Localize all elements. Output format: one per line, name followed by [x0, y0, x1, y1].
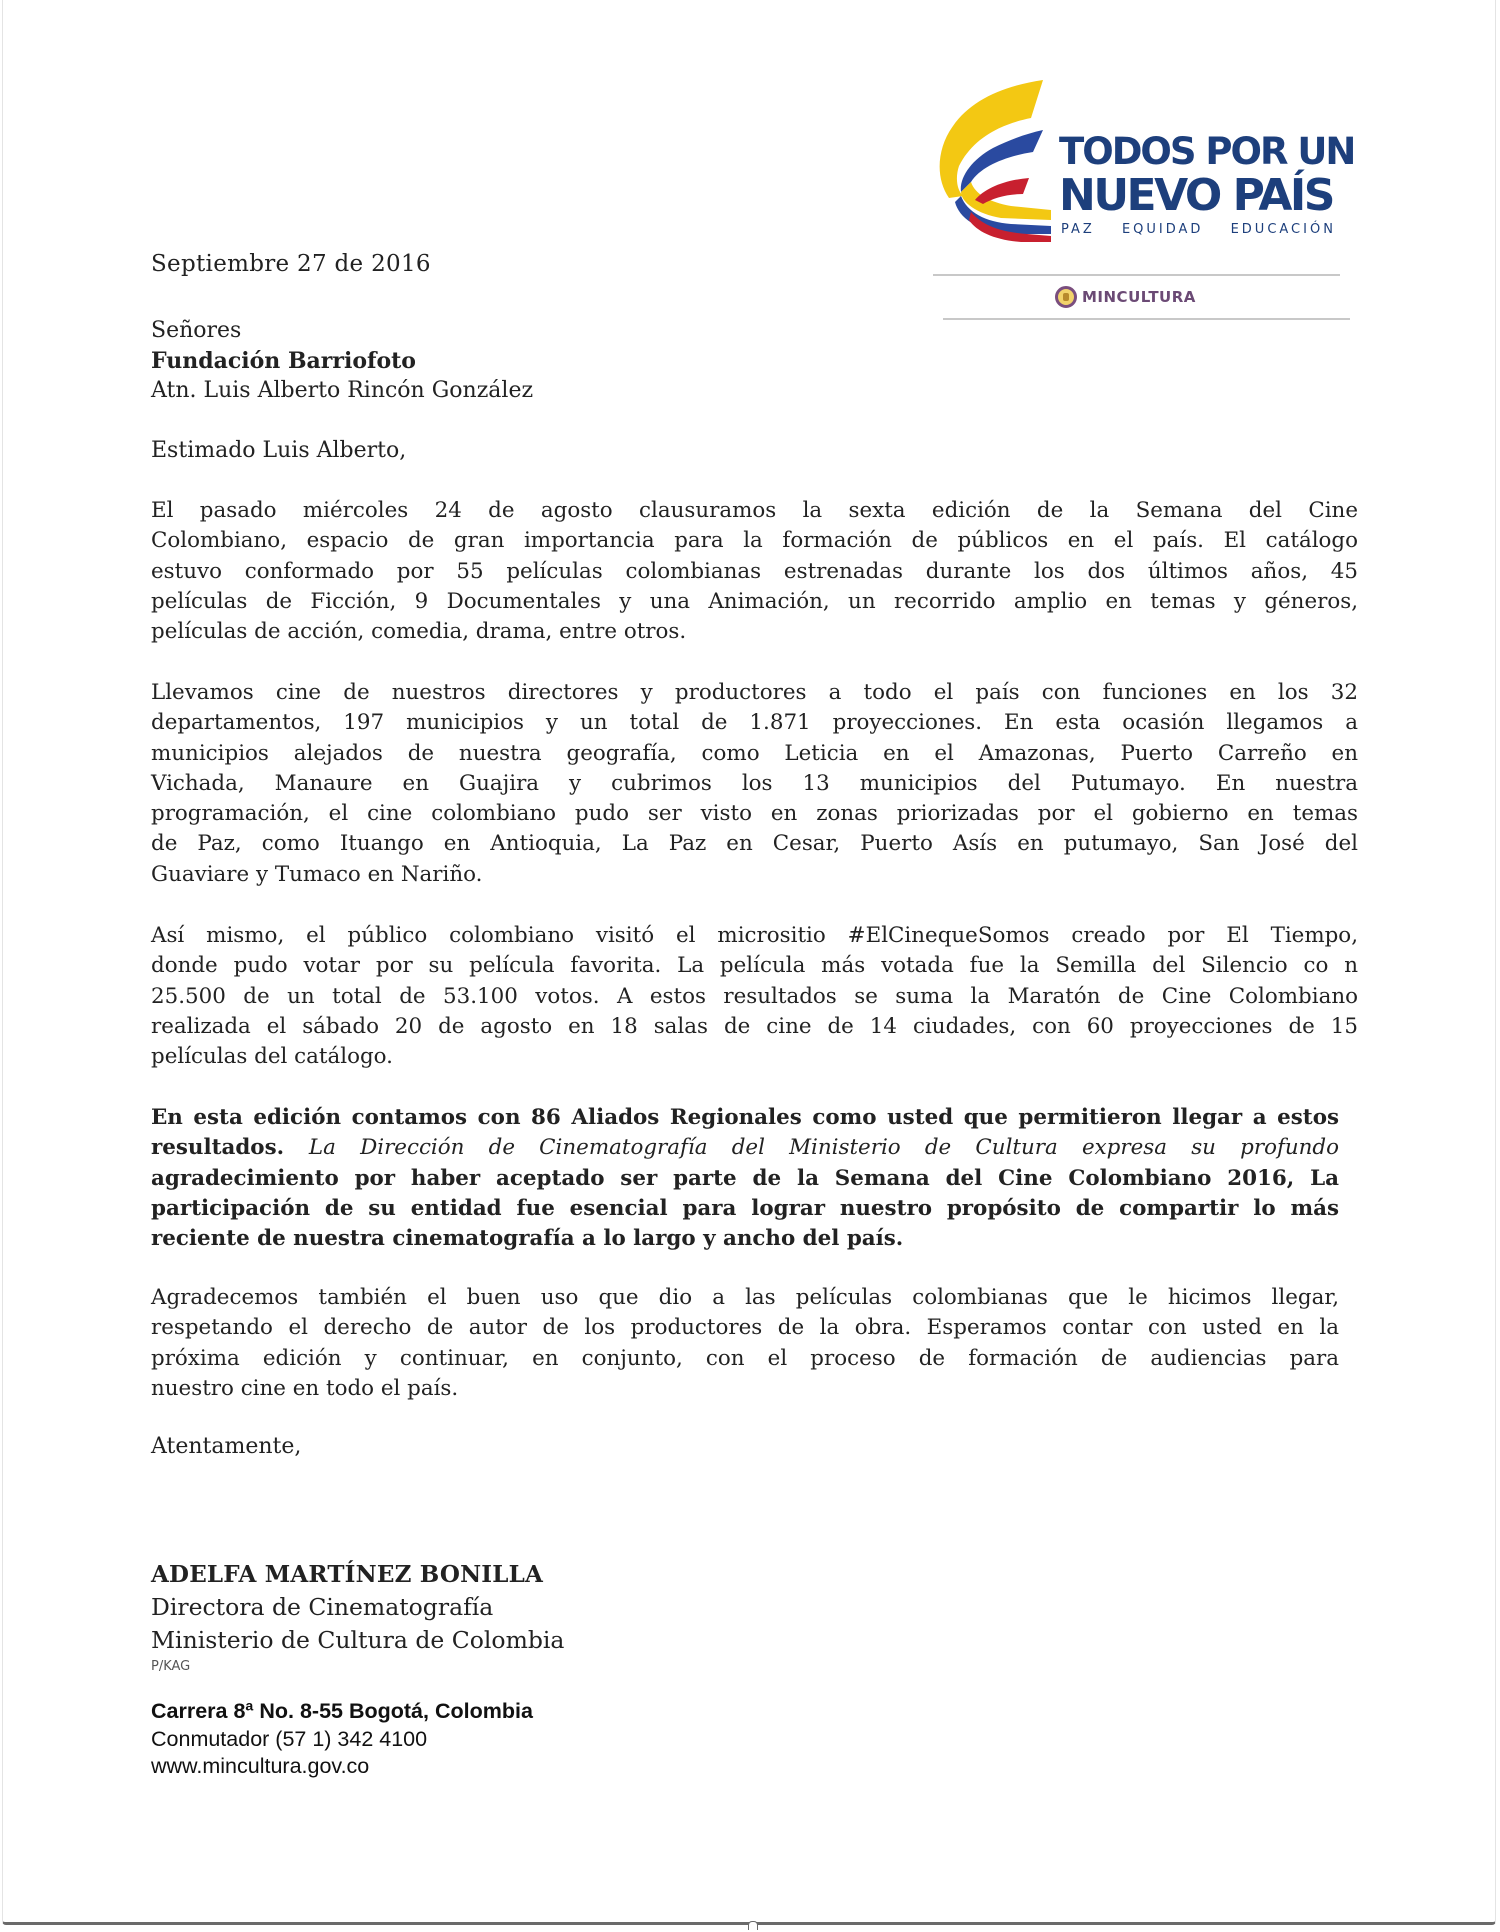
signatory-name: ADELFA MARTÍNEZ BONILLA [151, 1561, 544, 1588]
paragraph-line: agradecimiento por haber aceptado ser parte de la Semana del Cine Colombiano 2016, La [151, 1165, 1339, 1191]
reference-initials: P/KAG [151, 1659, 191, 1674]
paragraph-line: estuvo conformado por 55 películas colombianas estrenadas durante los dos últimos años, 45 [151, 558, 1358, 584]
paragraph-line-italic: La Dirección de Cinematografía del Ministerio de Cultura expresa su profundo [308, 1135, 1339, 1161]
pillar-educacion: EDUCACIÓN [1230, 222, 1336, 237]
footer-phone: Conmutador (57 1) 342 4100 [151, 1727, 428, 1751]
letter-date: Septiembre 27 de 2016 [151, 251, 431, 277]
paragraph-line: participación de su entidad fue esencial para lograr nuestro propósito de compartir lo más [151, 1195, 1339, 1221]
coat-of-arms-icon [1055, 286, 1077, 308]
page-bottom-notch [748, 1921, 758, 1930]
paragraph-line: Vichada, Manaure en Guajira y cubrimos los 13 municipios del Putumayo. En nuestra [151, 770, 1358, 796]
pillar-paz: PAZ [1061, 222, 1095, 237]
paragraph-line: respetando el derecho de autor de los productores de la obra. Esperamos contar con usted en la [151, 1315, 1339, 1341]
paragraph-2 [151, 678, 1358, 890]
footer-address: Carrera 8ª No. 8-55 Bogotá, Colombia [151, 1699, 533, 1723]
ministry-name: MINCULTURA [1082, 288, 1196, 306]
pillar-equidad: EQUIDAD [1121, 222, 1204, 237]
paragraph-line: departamentos, 197 municipios y un total de 1.871 proyecciones. En esta ocasión llegamos a [151, 710, 1358, 736]
paragraph-line: 25.500 de un total de 53.100 votos. A estos resultados se suma la Maratón de Cine Colombiano [151, 983, 1358, 1009]
paragraph-3 [151, 921, 1358, 1072]
slogan-pillars [1061, 222, 1336, 237]
paragraph-line-start: resultados. [151, 1135, 285, 1161]
paragraph-line: nuestro cine en todo el país. [151, 1375, 459, 1401]
paragraph-line [151, 1133, 1339, 1163]
paragraph-line: realizada el sábado 20 de agosto en 18 salas de cine de 14 ciudades, con 60 proyecciones de 15 [151, 1013, 1358, 1039]
paragraph-line: En esta edición contamos con 86 Aliados Regionales como usted que permitieron llegar a estos [151, 1105, 1339, 1130]
paragraph-line: donde pudo votar por su película favorita. La película más votada fue la Semilla del Silencio co n [151, 953, 1358, 979]
paragraph-line: programación, el cine colombiano pudo ser visto en zonas priorizadas por el gobierno en temas [151, 801, 1358, 827]
paragraph-line: películas de acción, comedia, drama, entre otros. [151, 619, 687, 645]
paragraph-line: de Paz, como Ituango en Antioquia, La Paz en Cesar, Puerto Asís en putumayo, San José del [151, 831, 1358, 857]
paragraph-line: Colombiano, espacio de gran importancia para la formación de públicos en el país. El catálogo [151, 528, 1358, 554]
paragraph-line: El pasado miércoles 24 de agosto clausuramos la sexta edición de la Semana del Cine [151, 498, 1358, 523]
paragraph-5 [151, 1283, 1339, 1404]
letterhead-logo [931, 78, 1355, 328]
paragraph-line: reciente de nuestra cinematografía a lo largo y ancho del país. [151, 1226, 904, 1252]
ministry-badge [1055, 286, 1196, 308]
paragraph-line: películas del catálogo. [151, 1044, 393, 1070]
letter-page [2, 0, 1496, 1925]
paragraph-line: Guaviare y Tumaco en Nariño. [151, 861, 483, 887]
recipient-attention: Atn. Luis Alberto Rincón González [151, 378, 534, 403]
paragraph-line: Agradecemos también el buen uso que dio a las películas colombianas que le hicimos llegar, [151, 1285, 1339, 1310]
slogan-line-2: NUEVO PAÍS [1059, 170, 1333, 221]
recipient-salutation: Señores [151, 318, 242, 343]
paragraph-line: municipios alejados de nuestra geografía, como Leticia en el Amazonas, Puerto Carreño en [151, 740, 1358, 766]
paragraph-4 [151, 1103, 1339, 1254]
footer-website[interactable]: www.mincultura.gov.co [151, 1754, 370, 1778]
signatory-organization: Ministerio de Cultura de Colombia [151, 1626, 565, 1654]
closing: Atentamente, [151, 1434, 302, 1459]
paragraph-line: Llevamos cine de nuestros directores y productores a todo el país con funciones en los 32 [151, 680, 1358, 705]
paragraph-line: próxima edición y continuar, en conjunto, con el proceso de formación de audiencias para [151, 1345, 1339, 1371]
letterhead-divider-bottom [943, 318, 1350, 320]
paragraph-line: películas de Ficción, 9 Documentales y una Animación, un recorrido amplio en temas y géneros, [151, 588, 1358, 614]
paragraph-1 [151, 496, 1358, 647]
signatory-title: Directora de Cinematografía [151, 1593, 494, 1621]
letterhead-divider-top [933, 274, 1340, 276]
recipient-organization: Fundación Barriofoto [151, 348, 416, 374]
slogan-line-1: TODOS POR UN [1059, 130, 1355, 173]
greeting: Estimado Luis Alberto, [151, 438, 407, 463]
colombia-flag-ribbon-icon [931, 78, 1061, 243]
paragraph-line: Así mismo, el público colombiano visitó el micrositio #ElCinequeSomos creado por El Tiempo, [151, 923, 1358, 948]
